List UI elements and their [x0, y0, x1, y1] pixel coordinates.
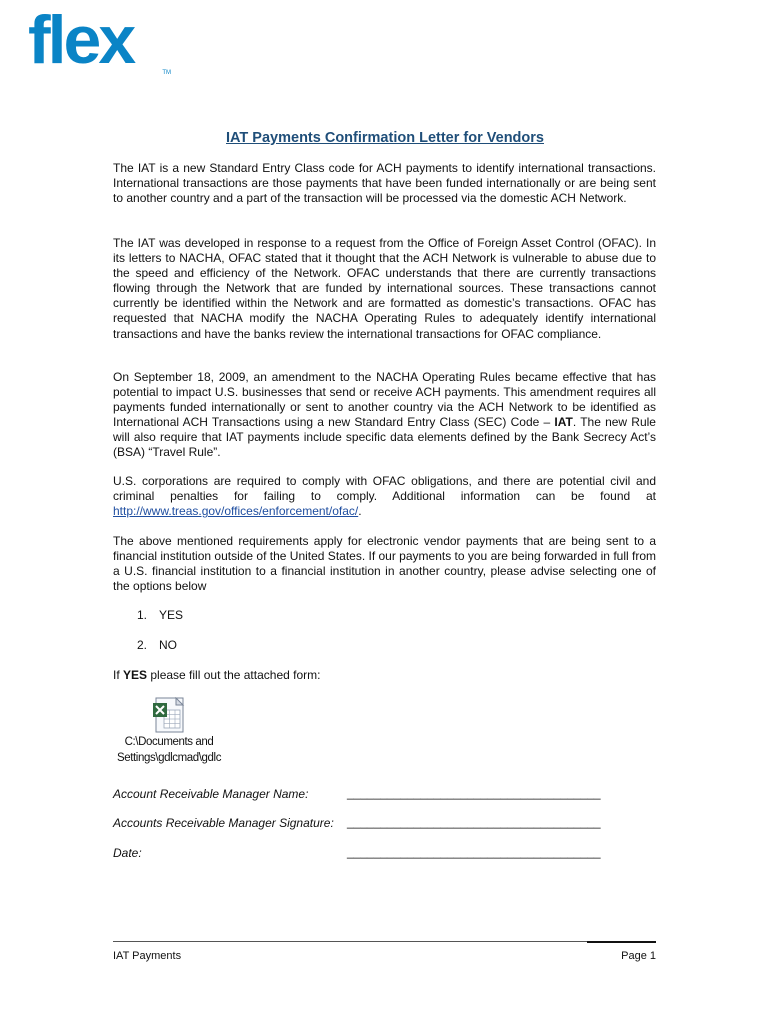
footer-document-title: IAT Payments: [113, 950, 182, 962]
paragraph-ofac-obligations: [113, 474, 656, 519]
attachment-caption[interactable]: [113, 735, 225, 766]
option-label: YES: [159, 608, 184, 622]
option-label: NO: [159, 638, 177, 652]
attachment-path-line1: C:\Documents and: [124, 736, 214, 748]
paragraph-ofac-request: The IAT was developed in response to a request from the Office of Foreign Asset Control (OFAC). In its letters to NACHA, OFAC stated that it thought that the ACH Network is vulnerable to abuse due to the speed and efficiency of the Network. OFAC understands that there are currently transactions flowing through the Network that are funded by international sources. These transactions cannot currently be identified within the Network and are formatted as domestic’s transactions. OFAC has requested that NACHA modify the NACHA Operating Rules to adequately identify international transactions and have the banks review the international transactions for OFAC compliance.: [113, 236, 656, 341]
flex-logo: [28, 2, 173, 80]
fill-suffix: please fill out the attached form:: [147, 668, 321, 682]
excel-file-icon[interactable]: [152, 697, 186, 733]
footer-divider: [113, 941, 656, 942]
obligations-text-end: .: [358, 504, 362, 519]
logo-wordmark: flex: [28, 2, 134, 78]
amendment-text: On September 18, 2009, an amendment to the NACHA Operating Rules became effective that has potential to impact U.S. businesses that send or receive ACH payments. This amendment requires all payments funded internationally or sent to another country via the ACH Network to be identified as International ACH Transactions using a new Standard Entry Class (SEC) Code –: [113, 370, 656, 430]
paragraph-amendment: [113, 370, 656, 461]
footer-divider-accent: [587, 941, 656, 943]
amendment-text-end: . The new Rule will also require that IAT payments include specific data elements defined by the Bank Secrecy Act’s (BSA) “Travel Rule”.: [113, 415, 656, 460]
paragraph-requirements: The above mentioned requirements apply for electronic vendor payments that are being sent to a financial institution outside of the United States. If our payments to you are being forwarded in full from a U.S. financial institution to a financial institution in another country, please advise selecting one of the options below: [113, 534, 656, 594]
manager-signature-label: Accounts Receivable Manager Signature:: [113, 816, 334, 830]
date-blank: ______________________________________: [347, 845, 601, 859]
option-number: 1.: [137, 608, 148, 622]
fill-instruction: [113, 668, 320, 683]
page-title: IAT Payments Confirmation Letter for Vendors: [226, 130, 544, 146]
attachment-path-line2: Settings\gdlcmad\gdlc: [116, 751, 222, 764]
fill-prefix: If: [113, 668, 124, 682]
date-label: Date:: [113, 846, 142, 860]
manager-signature-blank: ______________________________________: [347, 815, 601, 829]
option-no: [137, 638, 177, 653]
fill-yes-bold: YES: [123, 668, 148, 682]
ofac-link[interactable]: http://www.treas.gov/offices/enforcement/ofac/: [113, 504, 359, 519]
manager-name-blank: ______________________________________: [347, 786, 601, 800]
obligations-text: U.S. corporations are required to comply with OFAC obligations, and there are potential civil and criminal penalties for failing to comply. Additional information can be found at: [113, 474, 656, 504]
option-yes: [137, 608, 183, 623]
amendment-iat-bold: IAT: [554, 415, 573, 430]
option-number: 2.: [137, 638, 148, 652]
manager-name-label: Account Receivable Manager Name:: [113, 787, 309, 801]
paragraph-iat-intro: The IAT is a new Standard Entry Class code for ACH payments to identify international transactions. International transactions are those payments that have been funded internationally or are being sent to another country and a part of the transaction will be processed via the domestic ACH Network.: [113, 161, 656, 206]
footer-page-number: Page 1: [621, 950, 656, 962]
logo-trademark: TM: [162, 70, 171, 76]
